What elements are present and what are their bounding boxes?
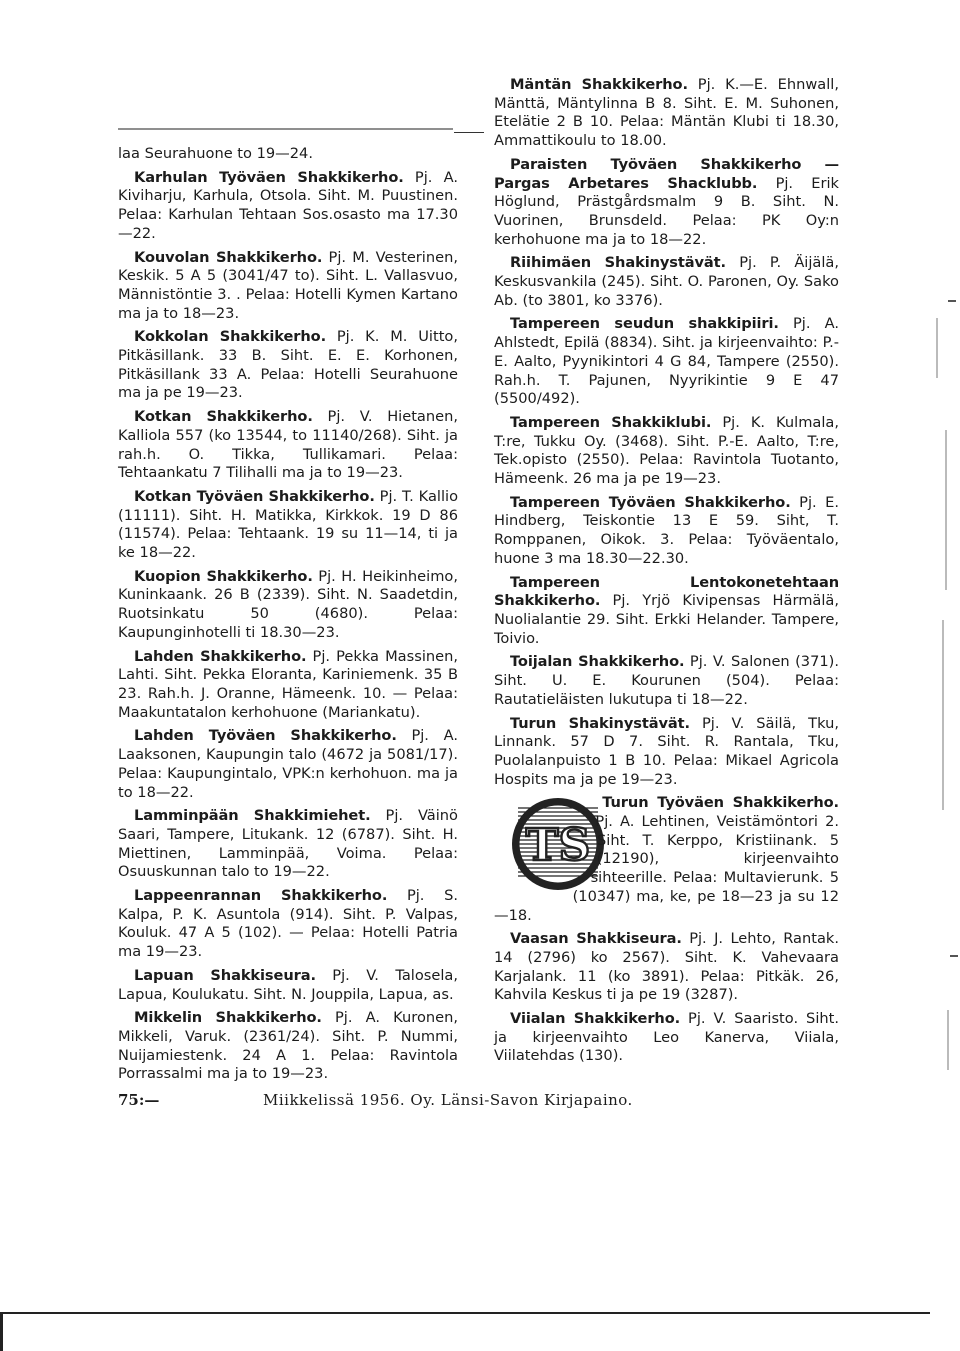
club-details: Pj. A. Laaksonen, Kaupungin talo (4672 ja 5081/17). Pelaa: Kaupungintalo, VPK:n kerhohuon. ma ja to 18—22. (118, 727, 458, 801)
club-name: Lahden Työväen Shakkikerho. (134, 727, 397, 745)
club-entry (118, 887, 458, 962)
club-entry (494, 930, 839, 1005)
club-name: Turun Työväen Shakkikerho. (602, 794, 839, 812)
club-entry (494, 715, 839, 790)
club-entry (118, 328, 458, 403)
club-entry (118, 408, 458, 483)
club-name: Kotkan Shakkikerho. (134, 408, 313, 426)
club-entry (118, 145, 458, 164)
club-name: Viialan Shakkikerho. (510, 1010, 681, 1028)
club-details: Pj. V. Talosela, Lapua, Koulukatu. Siht. N. Jouppila, Lapua, as. (118, 966, 458, 1003)
club-name: Vaasan Shakkiseura. (510, 930, 682, 948)
club-name: Lahden Shakkikerho. (134, 647, 307, 665)
club-entry (118, 807, 458, 882)
club-entry (118, 648, 458, 723)
club-name: Kokkolan Shakkikerho. (134, 328, 327, 346)
club-entry (118, 249, 458, 324)
crop-mark-left (0, 1312, 3, 1351)
club-entry (118, 488, 458, 563)
club-details: Pj. A. Lehtinen, Veistämöntori 2. Siht. T. Kerppo, Kristiinank. 5 (12190), kirjeenvaihto sihteerille. Pelaa: Multavierunk. 5 (10347) ma, ke, pe 18—23 ja su 12 —18. (494, 813, 839, 924)
club-details: Pj. V. Hietanen, Kalliola 557 (ko 13544, to 11140/268). Siht. ja rah.h. O. Tikka, Tullikamari. Pelaa: Tehtaankatu 7 Tilihalli ma ja to 19—23. (118, 408, 458, 482)
club-entry (494, 653, 839, 709)
cut-off-top-line-2 (454, 132, 484, 133)
club-name: Tampereen Shakkiklubi. (510, 413, 712, 431)
club-details: Pj. Yrjö Kivipensas Härmälä, Nuolialantie 29. Siht. Erkki Helander. Tampere, Toivio. (494, 592, 839, 647)
club-entry (494, 254, 839, 310)
club-name: Lamminpään Shakkimiehet. (134, 807, 371, 825)
club-entry (118, 568, 458, 643)
imprint-line: Miikkelissä 1956. Oy. Länsi-Savon Kirjapaino. (263, 1091, 633, 1109)
club-details: Pj. A. Kiviharju, Karhula, Otsola. Siht. M. Puustinen. Pelaa: Karhulan Tehtaan Sos.osasto ma 17.30—22. (118, 168, 458, 242)
club-details: Pj. A. Kuronen, Mikkeli, Varuk. (2361/24). Siht. P. Nummi, Nuijamiestenk. 24 A 1. Pelaa: Ravintola Porrassalmi ma ja to 19—23. (118, 1009, 458, 1083)
club-name: Kouvolan Shakkikerho. (134, 248, 323, 266)
left-column (118, 145, 458, 1089)
club-entry (494, 414, 839, 489)
club-details: Pj. T. Kallio (11111). Siht. H. Matikka, Kirkkok. 19 D 86 (11574). Pelaa: Tehtaank. 19 su 11—14, ti ja ke 18—22. (118, 487, 458, 562)
club-entry (118, 169, 458, 244)
club-name: Lappeenrannan Shakkikerho. (134, 887, 388, 905)
club-entry (494, 794, 839, 925)
club-details: Pj. Erik Höglund, Prästgårdsmalm 9 B. Siht. N. Vuorinen, Brunsdeld. Pelaa: PK Oy:n kerhohuone ma ja to 18—22. (494, 174, 840, 248)
club-details: Pj. P. Äijälä, Keskusvankila (245). Siht. O. Paronen, Oy. Sako Ab. (to 3801, ko 3376). (494, 254, 839, 309)
club-name: Kotkan Työväen Shakkikerho. (134, 487, 375, 505)
club-name: Tampereen Työväen Shakkikerho. (510, 493, 791, 511)
club-name: Mikkelin Shakkikerho. (134, 1009, 322, 1027)
club-name: Tampereen Lentokonetehtaan Shakkikerho. (494, 573, 839, 610)
club-name: Tampereen seudun shakkipiiri. (510, 315, 779, 333)
bottom-rule (0, 1312, 930, 1314)
club-name: Kuopion Shakkikerho. (134, 567, 313, 585)
club-details: Pj. M. Vesterinen, Keskik. 5 A 5 (3041/47 to). Siht. L. Vallasvuo, Männistöntie 3. . Pelaa: Hotelli Kymen Kartano ma ja to 18—23. (118, 248, 458, 322)
page-number: 75:— (118, 1091, 160, 1109)
logo-letters: TS (525, 820, 591, 872)
club-details: Pj. J. Lehto, Rantak. 14 (2796) ko 2567). Siht. K. Vahevaara Karjalank. 11 (ko 3891). Pelaa: Pitkäk. 26, Kahvila Keskus ti ja pe 19 (3287). (494, 930, 839, 1004)
club-details: Pj. V. Säilä, Tku, Linnank. 57 D 7. Siht. R. Rantala, Tku, Puolalanpuisto 1 B 10. Pelaa: Mikael Agricola Hospits ma ja pe 19—23. (494, 714, 839, 788)
club-entry (494, 494, 839, 569)
cut-off-top-line (118, 128, 453, 136)
club-details: Pj. K. Kulmala, T:re, Tukku Oy. (3468). Siht. P.-E. Aalto, T:re, Tek.opisto (2550). Pelaa: Ravintola Tuotanto, Hämeenk. 26 ma ja pe 19—23. (494, 413, 839, 488)
club-details: Pj. V. Saaristo. Siht. ja kirjeenvaihto Leo Kanerva, Viiala, Viilatehdas (130). (494, 1010, 839, 1065)
club-entry (494, 315, 839, 409)
club-name: Lapuan Shakkiseura. (134, 966, 316, 984)
club-details: Pj. K.—E. Ehnwall, Mänttä, Mäntylinna B 8. Siht. E. M. Suhonen, Etelätie 2 B 10. Pelaa: Mäntän Klubi ti 18.30, Ammattikoulu to 18.00. (494, 76, 839, 150)
club-details: Pj. A. Ahlstedt, Epilä (8834). Siht. ja kirjeenvaihto: P.-E. Aalto, Pyynikintori 4 G 84, Tampere (2550). Rah.h. T. Pajunen, Nyyrikintie 9 E 47 (5500/492). (494, 315, 839, 408)
club-name: Karhulan Työväen Shakkikerho. (134, 168, 404, 186)
club-details: Pj. Pekka Massinen, Lahti. Siht. Pekka Eloranta, Kariniemenk. 35 B 23. Rah.h. J. Oranne, Hämeenk. 10. — Pelaa: Maakuntatalon kerhohuone (Mariankatu). (118, 647, 459, 721)
club-details: Pj. E. Hindberg, Teiskontie 13 E 59. Siht, T. Romppanen, Oikok. 3. Pelaa: Työväentalo, huone 3 ma 18.30—22.30. (494, 493, 839, 567)
turku-chess-logo-icon (494, 796, 590, 892)
club-entry (494, 76, 839, 151)
club-name: Turun Shakinystävät. (510, 714, 690, 732)
club-details: Pj. H. Heikinheimo, Kuninkaank. 26 B (2339). Siht. N. Saadetdin, Ruotsinkatu 50 (4680). Pelaa: Kaupunginhotelli ti 18.30—23. (118, 567, 458, 641)
club-details: laa Seurahuone to 19—24. (118, 145, 313, 162)
club-entry (494, 574, 839, 649)
club-details: Pj. V. Salonen (371). Siht. U. E. Kourunen (504). Pelaa: Rautatieläisten lukutupa ti 18—22. (494, 653, 839, 708)
club-details: Pj. K. M. Uitto, Pitkäsillank. 33 B. Siht. E. E. Korhonen, Pitkäsillank 33 A. Pelaa: Hotelli Seurahuone ma ja pe 19—23. (118, 328, 458, 402)
club-entry (118, 967, 458, 1004)
club-entry (118, 727, 458, 802)
club-details: Pj. Väinö Saari, Tampere, Litukank. 12 (6787). Siht. H. Miettinen, Lamminpää, Voima. Pelaa: Osuuskunnan talo to 19—22. (118, 807, 458, 881)
club-entry (494, 1010, 839, 1066)
club-name: Paraisten Työväen Shakkikerho — Pargas Arbetares Shacklubb. (494, 155, 839, 192)
club-name: Toijalan Shakkikerho. (510, 653, 685, 671)
club-name: Riihimäen Shakinystävät. (510, 254, 726, 272)
club-details: Pj. S. Kalpa, P. K. Asuntola (914). Siht. P. Valpas, Kouluk. 47 A 5 (102). — Pelaa: Hotelli Patria ma 19—23. (118, 887, 458, 961)
right-column (494, 76, 839, 1071)
club-entry (494, 156, 839, 250)
club-name: Mäntän Shakkikerho. (510, 76, 688, 93)
club-entry (118, 1009, 458, 1084)
